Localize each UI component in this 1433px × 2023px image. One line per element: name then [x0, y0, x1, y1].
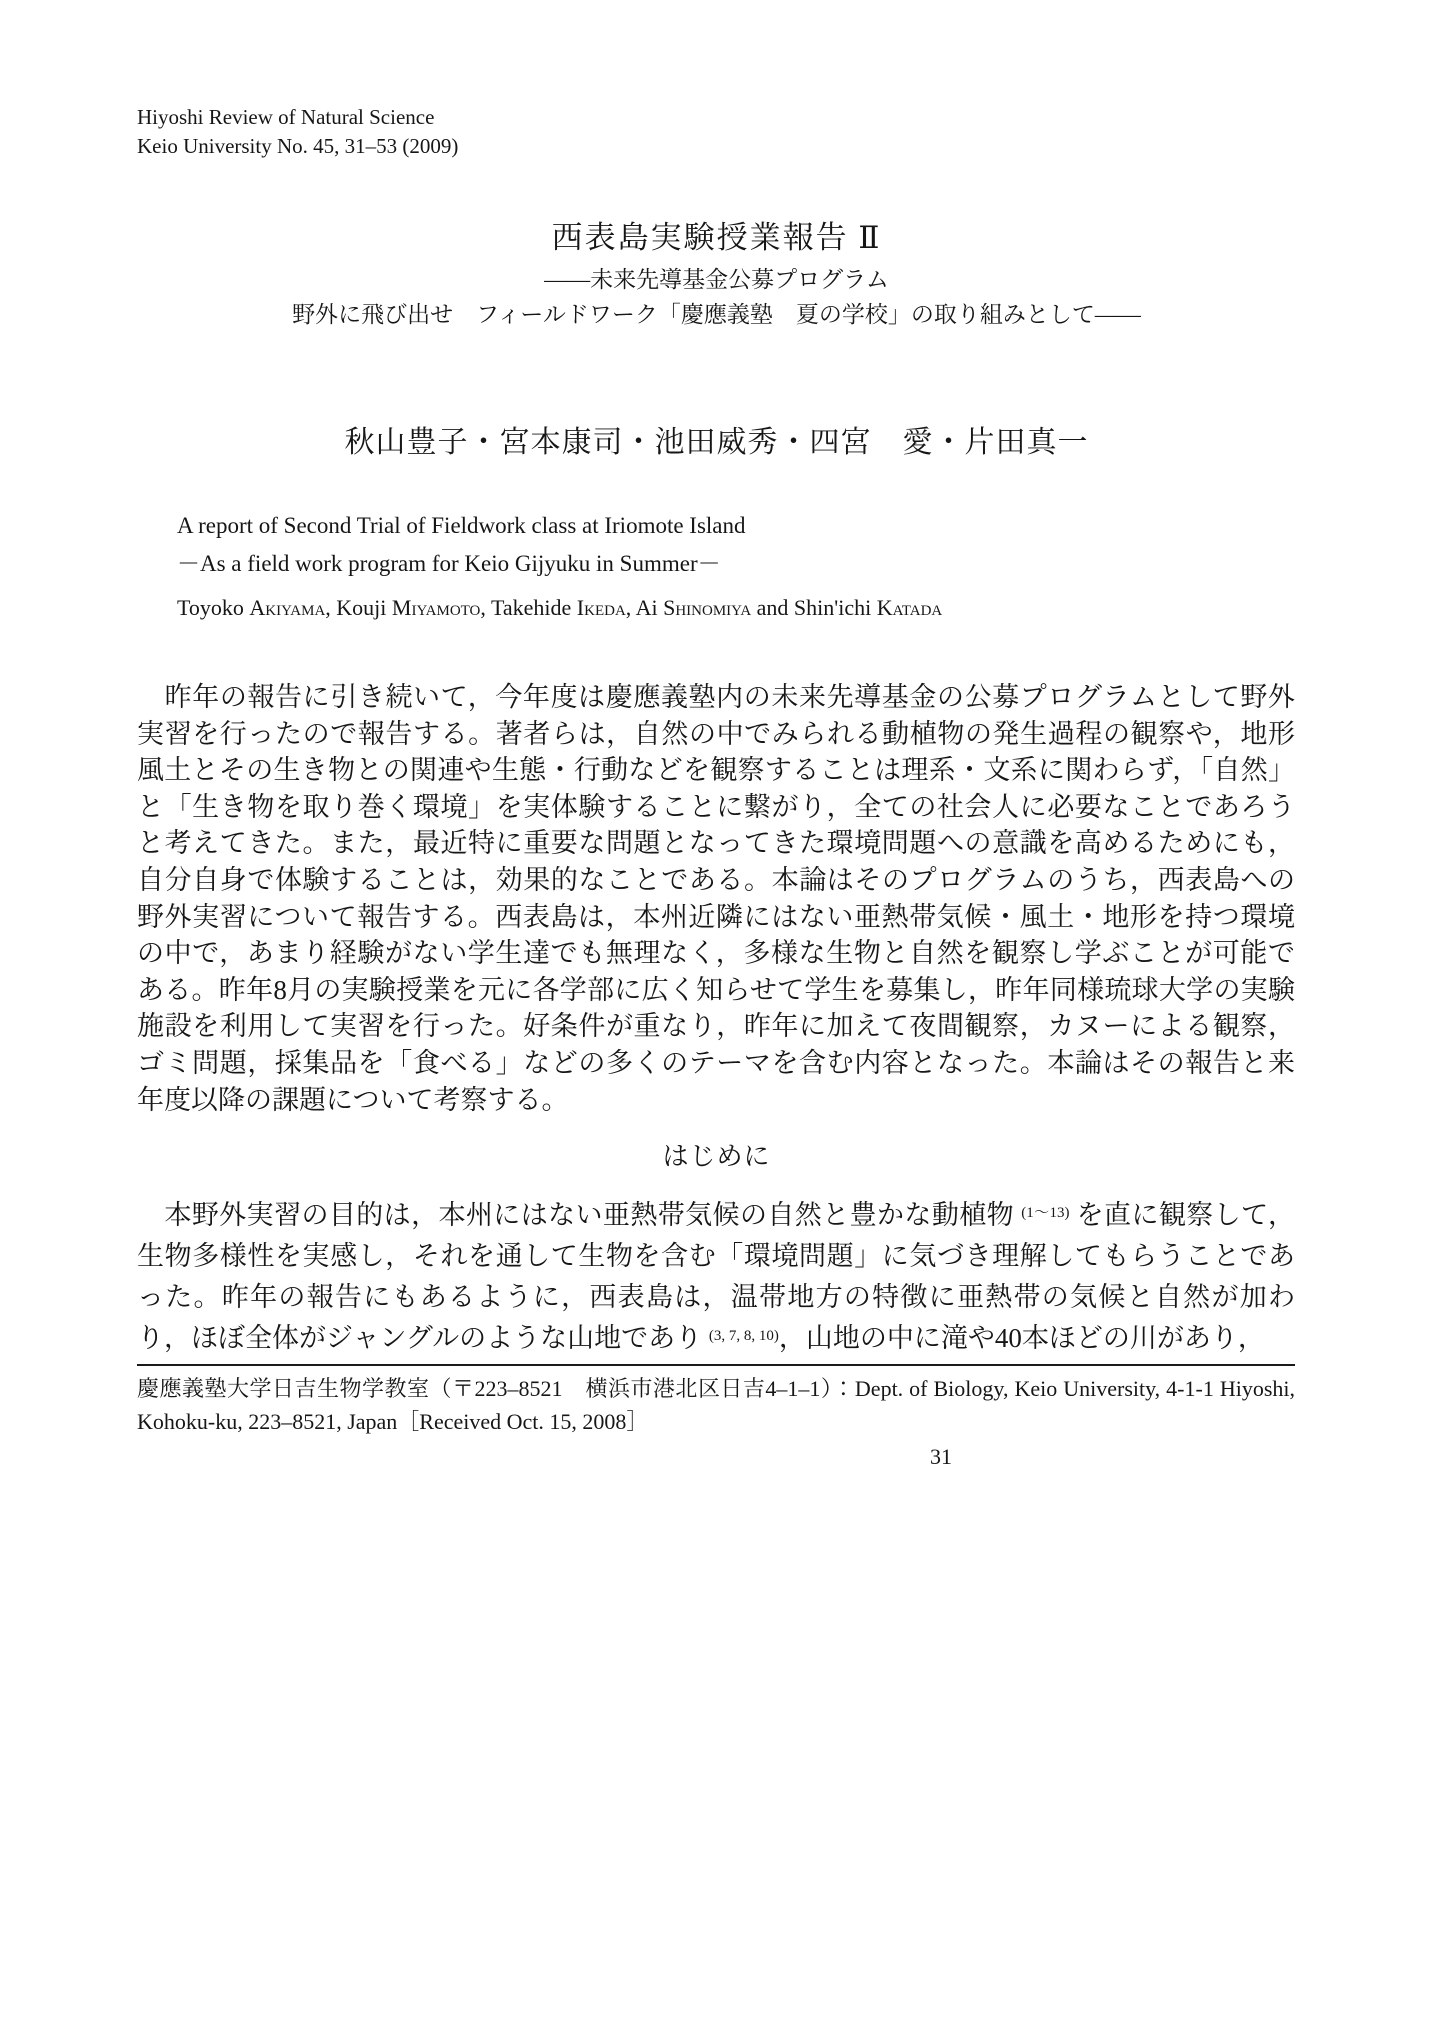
- journal-issue: Keio University No. 45, 31–53 (2009): [137, 134, 459, 158]
- page-number: 31: [930, 1444, 952, 1469]
- paper-title-en-block: [177, 507, 746, 583]
- text-segment: and Shin'ichi: [751, 595, 877, 620]
- section-heading-introduction: はじめに: [662, 1142, 771, 1171]
- authors-ja: 秋山豊子・宮本康司・池田威秀・四宮 愛・片田真一: [344, 426, 1089, 459]
- paper-subtitle-ja-line2: 野外に飛び出せ フィールドワーク「慶應義塾 夏の学校」の取り組みとして——: [292, 302, 1141, 327]
- text-segment: , Kouji: [325, 595, 392, 620]
- paper-title-en: A report of Second Trial of Fieldwork class at Iriomote Island: [177, 513, 746, 538]
- text-segment: ，山地の中に滝や40本ほどの川があり，: [778, 1323, 1265, 1353]
- authors-en: [177, 595, 942, 621]
- text-segment: Toyoko: [177, 595, 250, 620]
- author-family-name: Akiyama: [249, 595, 326, 620]
- text-segment: を直に観察して，生物多様性を実感し，それを通して生物を含む「環境問題」に気づき理解してもらうことであった。昨年の報告にもあるように，西表島は，温帯地方の特徴に亜熱帯の気候と自然が加わり，ほぼ全体がジャングルのような山地であり: [137, 1200, 1295, 1353]
- journal-header: [137, 103, 458, 161]
- author-family-name: Shinomiya: [663, 595, 752, 620]
- paper-subtitle-ja-line1: ——未来先導基金公募プログラム: [544, 267, 889, 292]
- abstract-paragraph: 昨年の報告に引き続いて，今年度は慶應義塾内の未来先導基金の公募プログラムとして野外実習を行ったので報告する。著者らは，自然の中でみられる動植物の発生過程の観察や，地形風土とその生き物との関連や生態・行動などを観察することは理系・文系に関わらず，「自然」と「生き物を取り巻く環境」を実体験することに繋がり，全ての社会人に必要なことであろうと考えてきた。また，最近特に重要な問題となってきた環境問題への意識を高めるためにも，自分自身で体験することは，効果的なことである。本論はそのプログラムのうち，西表島への野外実習について報告する。西表島は，本州近隣にはない亜熱帯気候・風土・地形を持つ環境の中で，あまり経験がない学生達でも無理なく，多様な生物と自然を観察し学ぶことが可能である。昨年8月の実験授業を元に各学部に広く知らせて学生を募集し，昨年同様琉球大学の実験施設を利用して実習を行った。好条件が重なり，昨年に加えて夜間観察，カヌーによる観察，ゴミ問題，採集品を「食べる」などの多くのテーマを含む内容となった。本論はその報告と来年度以降の課題について考察する。: [137, 682, 1295, 1115]
- author-family-name: Miyamoto: [391, 595, 481, 620]
- author-family-name: Katada: [876, 595, 943, 620]
- paper-title-ja: 西表島実験授業報告 Ⅱ: [551, 220, 882, 255]
- text-segment: , Ai: [625, 595, 664, 620]
- intro-paragraph: [137, 1195, 1295, 1359]
- reference-superscript: (1～13): [1021, 1205, 1070, 1221]
- text-segment: 本野外実習の目的は，本州にはない亜熱帯気候の自然と豊かな動植物: [137, 1200, 1022, 1230]
- text-segment: , Takehide: [480, 595, 577, 620]
- footnote-rule: [137, 1364, 1295, 1366]
- author-family-name: Ikeda: [576, 595, 626, 620]
- journal-name: Hiyoshi Review of Natural Science: [137, 105, 435, 129]
- paper-subtitle-en: －As a field work program for Keio Gijyuku in Summer－: [177, 551, 721, 576]
- footnote-text: 慶應義塾大学日吉生物学教室（〒223–8521 横浜市港北区日吉4–1–1）：Dept. of Biology, Keio University, 4-1-1 Hiyoshi, Kohoku-ku, 223–8521, Japan［Received Oct. 15, 2008］: [137, 1376, 1295, 1434]
- reference-superscript: (3, 7, 8, 10): [708, 1328, 779, 1344]
